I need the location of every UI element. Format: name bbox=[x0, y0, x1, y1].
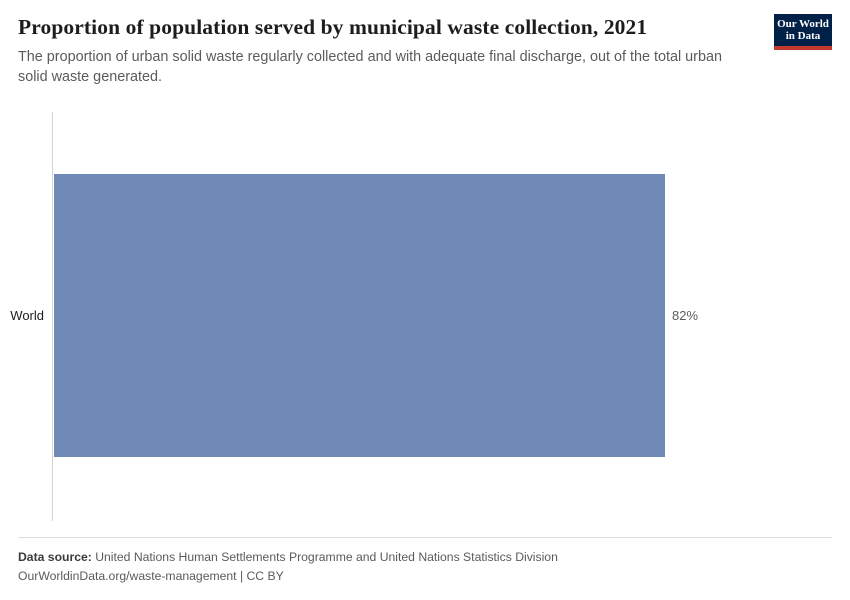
chart-plot-area bbox=[0, 100, 850, 530]
footer-divider bbox=[18, 537, 832, 538]
attribution-line bbox=[18, 567, 832, 586]
chart-header bbox=[18, 14, 832, 88]
owid-logo-line1: Our World bbox=[777, 18, 829, 30]
bar[interactable] bbox=[54, 174, 665, 457]
chart-subtitle: The proportion of urban solid waste regularly collected and with adequate final discharge, out of the total urban solid waste generated. bbox=[18, 49, 722, 85]
owid-logo-line2: in Data bbox=[785, 30, 821, 43]
owid-logo[interactable] bbox=[774, 14, 832, 50]
data-source-line bbox=[18, 548, 832, 567]
chart-footer bbox=[18, 548, 832, 586]
data-source-text: United Nations Human Settlements Programme and United Nations Statistics Division bbox=[95, 550, 558, 565]
page-title: Proportion of population served by municipal waste collection, 2021 bbox=[18, 15, 648, 39]
bar-category-label: World bbox=[10, 308, 44, 323]
bar-series bbox=[0, 100, 850, 530]
bar-value-label: 82% bbox=[672, 308, 699, 323]
attribution-text[interactable]: OurWorldinData.org/waste-management | CC BY bbox=[18, 569, 284, 584]
data-source-label: Data source: bbox=[18, 550, 92, 565]
